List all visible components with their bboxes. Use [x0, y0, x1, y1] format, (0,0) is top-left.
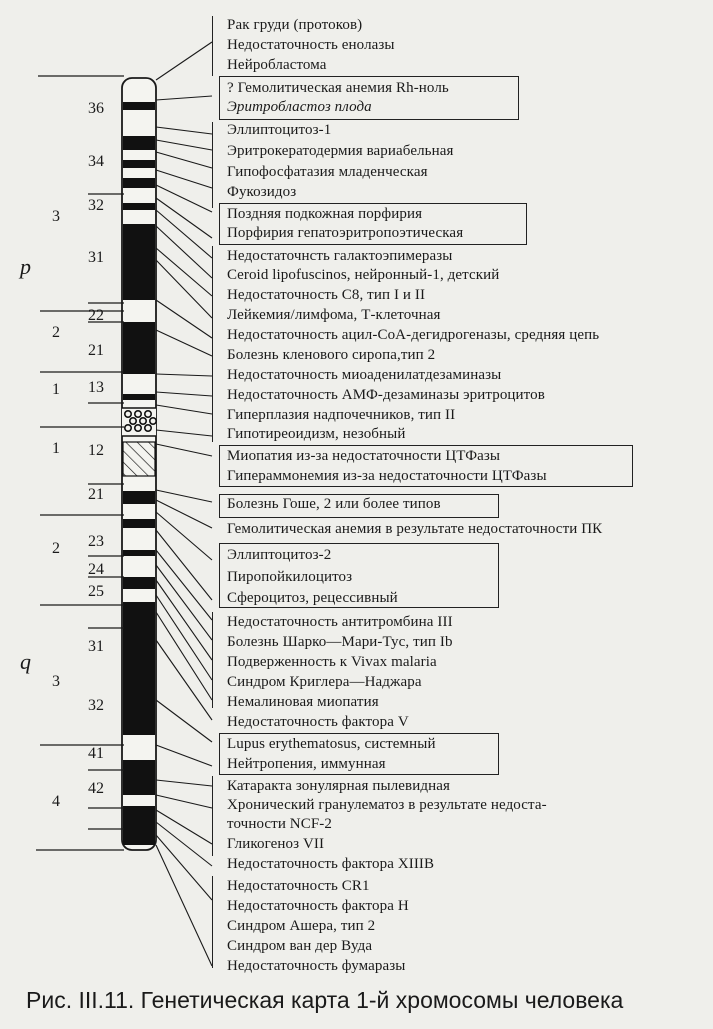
disease-label: Хронический гранулематоз в результате недоста-: [227, 797, 547, 813]
disease-label: Порфирия гепатоэритропоэтическая: [227, 225, 464, 241]
bracket-group-3: [212, 246, 213, 442]
dark-band: [123, 394, 155, 400]
disease-label: Гипераммонемия из-за недостаточности ЦТФазы: [227, 468, 547, 484]
dark-band: [123, 519, 155, 528]
dark-band: [123, 550, 155, 556]
disease-label: Гипофосфатазия младенческая: [227, 164, 428, 180]
connector-line: [156, 530, 212, 600]
disease-label: Нейтропения, иммунная: [227, 756, 386, 772]
connector-line: [156, 700, 212, 742]
disease-label: Недостаточность С8, тип I и II: [227, 287, 426, 303]
band-p22: 22: [88, 307, 104, 324]
dark-band: [123, 577, 155, 589]
dark-band: [123, 160, 155, 168]
centromere: [122, 408, 156, 436]
band-p32: 32: [88, 197, 104, 214]
region-p2: 2: [52, 324, 60, 341]
connector-line: [156, 444, 212, 456]
band-p21: 21: [88, 342, 104, 359]
disease-label: Лейкемия/лимфома, Т-клеточная: [227, 307, 441, 323]
disease-label: Болезнь Шарко—Мари-Тус, тип Ib: [227, 634, 453, 650]
connector-line: [156, 185, 212, 212]
connector-line: [156, 810, 212, 844]
dark-band: [123, 178, 155, 188]
disease-label: Эритробластоз плода: [227, 99, 372, 115]
connector-line: [156, 140, 212, 150]
disease-label: Гликогеноз VII: [227, 836, 325, 852]
arm-label-p: p: [20, 254, 31, 279]
connector-line: [156, 835, 212, 900]
disease-label: Пиропойкилоцитоз: [227, 569, 353, 585]
disease-label: Эллиптоцитоз-1: [227, 122, 332, 138]
region-q4: 4: [52, 793, 60, 810]
connector-line: [156, 512, 212, 560]
connector-line: [156, 795, 212, 808]
dark-band: [123, 322, 155, 374]
disease-label: Рак груди (протоков): [227, 17, 363, 33]
connector-line: [156, 96, 212, 100]
disease-label: Миопатия из-за недостаточности ЦТФазы: [227, 448, 501, 464]
connector-line: [156, 300, 212, 338]
disease-label: Катаракта зонулярная пылевидная: [227, 778, 450, 794]
band-p34: 34: [88, 153, 104, 170]
band-p36: 36: [88, 100, 104, 117]
connector-line: [156, 170, 212, 188]
dark-band: [123, 136, 155, 150]
disease-label: Болезнь Гоше, 2 или более типов: [227, 496, 441, 512]
disease-label: ? Гемолитическая анемия Rh-ноль: [227, 80, 449, 96]
disease-label: Сфероцитоз, рецессивный: [227, 590, 398, 606]
disease-label: Недостаточность ацил-СоА-дегидрогеназы, средняя цепь: [227, 327, 600, 343]
disease-label: Недостаточность CR1: [227, 878, 370, 894]
disease-label: точности NCF-2: [227, 816, 332, 832]
band-q25: 25: [88, 583, 104, 600]
connector-line: [156, 845, 212, 966]
disease-label: Недостаточность фактора Н: [227, 898, 409, 914]
connector-line: [156, 198, 212, 238]
disease-label: Недостаточность миоаденилатдезаминазы: [227, 367, 502, 383]
arm-label-q: q: [20, 649, 31, 674]
disease-label: Недостаточность фумаразы: [227, 958, 406, 974]
dark-band: [123, 760, 155, 795]
connector-line: [156, 595, 212, 680]
connector-line: [156, 780, 212, 786]
bracket-group-1: [212, 16, 213, 76]
band-p13: 13: [88, 379, 104, 396]
band-q23: 23: [88, 533, 104, 550]
band-q42: 42: [88, 780, 104, 797]
band-q21: 21: [88, 486, 104, 503]
disease-label: Недостаточность фактора XIIIB: [227, 856, 435, 872]
disease-label: Недостаточность фактора V: [227, 714, 409, 730]
disease-label: Эритрокератодермия вариабельная: [227, 143, 454, 159]
disease-label: Синдром Криглера—Наджара: [227, 674, 422, 690]
band-q41: 41: [88, 745, 104, 762]
disease-label: Подверженность к Vivax malaria: [227, 654, 437, 670]
connector-line: [156, 500, 212, 528]
connector-line: [156, 550, 212, 620]
connector-line: [156, 745, 212, 766]
heterochromatin-band: [123, 442, 155, 476]
connector-line: [156, 580, 212, 660]
bracket-group-2: [212, 122, 213, 208]
band-p31: 31: [88, 249, 104, 266]
connector-line: [156, 640, 212, 720]
bracket-group-6: [212, 876, 213, 968]
dark-band: [123, 602, 155, 735]
disease-label: Гиперплазия надпочечников, тип II: [227, 407, 456, 423]
region-separators: [36, 76, 124, 850]
disease-label: Болезнь кленового сиропа,тип 2: [227, 347, 436, 363]
dark-band: [123, 806, 155, 845]
disease-label: Синдром Ашера, тип 2: [227, 918, 376, 934]
bracket-group-5: [212, 776, 213, 856]
connector-line: [156, 612, 212, 700]
disease-label: Синдром ван дер Вуда: [227, 938, 373, 954]
dark-band: [123, 102, 155, 110]
connector-line: [156, 565, 212, 640]
region-p3: 3: [52, 208, 60, 225]
band-q31: 31: [88, 638, 104, 655]
disease-label: Недостаточность енолазы: [227, 37, 395, 53]
connector-line: [156, 330, 212, 356]
disease-label: Недостаточнсть галактоэпимеразы: [227, 248, 453, 264]
region-q2: 2: [52, 540, 60, 557]
dark-band: [123, 224, 155, 300]
dark-band: [123, 491, 155, 504]
connector-lines: [156, 42, 212, 966]
region-q3: 3: [52, 673, 60, 690]
connector-line: [156, 152, 212, 168]
disease-label: Немалиновая миопатия: [227, 694, 379, 710]
disease-label: Lupus erythematosus, системный: [227, 736, 436, 752]
disease-label: Эллиптоцитоз-2: [227, 547, 332, 563]
disease-label: Недостаточность антитромбина III: [227, 614, 453, 630]
connector-line: [156, 374, 212, 376]
connector-line: [156, 392, 212, 396]
band-q32: 32: [88, 697, 104, 714]
connector-line: [156, 490, 212, 502]
connector-line: [156, 42, 212, 80]
disease-label: Гипотиреоидизм, незобный: [227, 426, 406, 442]
disease-label: Фукозидоз: [227, 184, 297, 200]
region-q1: 1: [52, 440, 60, 457]
disease-label: Ceroid lipofuscinos, нейронный-1, детский: [227, 267, 500, 283]
region-p1: 1: [52, 381, 60, 398]
band-q24: 24: [88, 561, 104, 578]
connector-line: [156, 127, 212, 134]
connector-line: [156, 430, 212, 436]
bracket-group-4: [212, 612, 213, 708]
band-q12: 12: [88, 442, 104, 459]
disease-label: Нейробластома: [227, 57, 327, 73]
disease-label: Поздняя подкожная порфирия: [227, 206, 423, 222]
disease-label: Гемолитическая анемия в результате недостаточности ПК: [227, 521, 603, 537]
connector-line: [156, 405, 212, 414]
dark-band: [123, 203, 155, 210]
disease-label: Недостаточность АМФ-дезаминазы эритроцитов: [227, 387, 545, 403]
figure-caption: Рис. III.11. Генетическая карта 1-й хромосомы человека: [26, 987, 624, 1013]
